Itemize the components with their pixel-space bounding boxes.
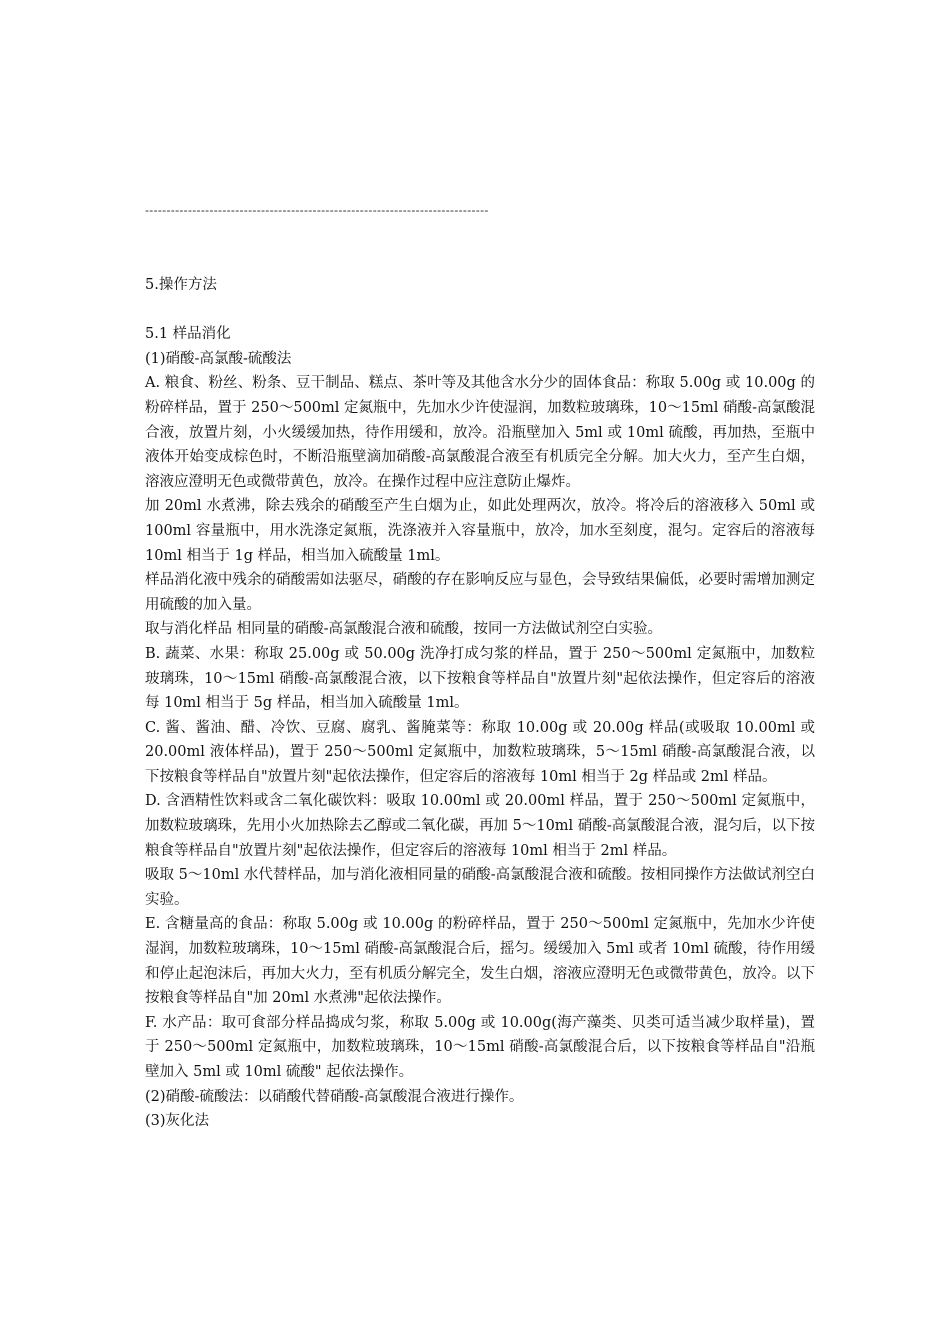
paragraph: D. 含酒精性饮料或含二氧化碳饮料：吸取 10.00ml 或 20.00ml 样品，置于 250～500ml 定氮瓶中，加数粒玻璃珠，先用小火加热除去乙醇或二氧化碳，再加 5～10ml 硝酸-高氯酸混合液，混匀后，以下按粮食等样品自"放置片刻"起依法操作，但定容后的溶液每 10ml 相当于 2ml 样品。 [145, 793, 815, 859]
paragraph: 吸取 5～10ml 水代替样品，加与消化液相同量的硝酸-高氯酸混合液和硫酸。按相同操作方法做试剂空白实验。 [145, 867, 815, 908]
divider-line: -------------------------------------------------------------------------------- [145, 203, 489, 217]
paragraph: (1)硝酸-高氯酸-硫酸法 [145, 350, 292, 367]
paragraph: 加 20ml 水煮沸，除去残余的硝酸至产生白烟为止，如此处理两次，放冷。将冷后的溶液移入 50ml 或 100ml 容量瓶中，用水洗涤定氮瓶，洗涤液并入容量瓶中，放冷，加水至刻度，混匀。定容后的溶液每 10ml 相当于 1g 样品，相当加入硫酸量 1ml。 [145, 498, 815, 564]
document-body [145, 273, 815, 1134]
paragraph: 取与消化样品 相同量的硝酸-高氯酸混合液和硫酸，按同一方法做试剂空白实验。 [145, 621, 663, 638]
section-title: 5.操作方法 [145, 277, 217, 293]
paragraph: F. 水产品：取可食部分样品捣成匀浆，称取 5.00g 或 10.00g(海产藻类、贝类可适当减少取样量)，置于 250～500ml 定氮瓶中，加数粒玻璃珠，10～15ml 硝酸-高氯酸混合后，以下按粮食等样品自"沿瓶壁加入 5ml 或 10ml 硫酸" 起依法操作。 [145, 1014, 815, 1080]
paragraph: A. 粮食、粉丝、粉条、豆干制品、糕点、茶叶等及其他含水分少的固体食品：称取 5.00g 或 10.00g 的粉碎样品，置于 250～500ml 定氮瓶中，先加水少许使湿润，加数粒玻璃珠，10～15ml 硝酸-高氯酸混合液，放置片刻，小火缓缓加热，待作用缓和，放冷。沿瓶壁加入 5ml 或 10ml 硫酸，再加热，至瓶中液体开始变成棕色时，不断沿瓶壁滴加硝酸-高氯酸混合液至有机质完全分解。加大火力，至产生白烟，溶液应澄明无色或微带黄色，放冷。在操作过程中应注意防止爆炸。 [145, 375, 815, 490]
paragraph: E. 含糖量高的食品：称取 5.00g 或 10.00g 的粉碎样品，置于 250～500ml 定氮瓶中，先加水少许使湿润，加数粒玻璃珠，10～15ml 硝酸-高氯酸混合后，摇匀。缓缓加入 5ml 或者 10ml 硫酸，待作用缓和停止起泡沫后，再加大火力，至有机质分解完全，发生白烟，溶液应澄明无色或微带黄色，放冷。以下按粮食等样品自"加 20ml 水煮沸"起依法操作。 [145, 916, 815, 1007]
paragraph: (3)灰化法 [145, 1113, 210, 1130]
paragraph: B. 蔬菜、水果：称取 25.00g 或 50.00g 洗净打成匀浆的样品，置于 250～500ml 定氮瓶中，加数粒玻璃珠，10～15ml 硝酸-高氯酸混合液，以下按粮食等样品自"放置片刻"起依法操作，但定容后的溶液每 10ml 相当于 5g 样品，相当加入硫酸量 1ml。 [145, 645, 815, 712]
paragraph: (2)硝酸-硫酸法：以硝酸代替硝酸-高氯酸混合液进行操作。 [145, 1088, 524, 1105]
subsection-title: 5.1 样品消化 [145, 326, 231, 343]
paragraph: C. 酱、酱油、醋、冷饮、豆腐、腐乳、酱腌菜等：称取 10.00g 或 20.00g 样品(或吸取 10.00ml 或 20.00ml 液体样品)，置于 250～500ml 定氮瓶中，加数粒玻璃珠，5～15ml 硝酸-高氯酸混合液，以下按粮食等样品自"放置片刻"起依法操作，但定容后的溶液每 10ml 相当于 2g 样品或 2ml 样品。 [145, 719, 815, 785]
paragraph: 样品消化液中残余的硝酸需如法驱尽，硝酸的存在影响反应与显色，会导致结果偏低，必要时需增加测定用硫酸的加入量。 [145, 572, 815, 613]
